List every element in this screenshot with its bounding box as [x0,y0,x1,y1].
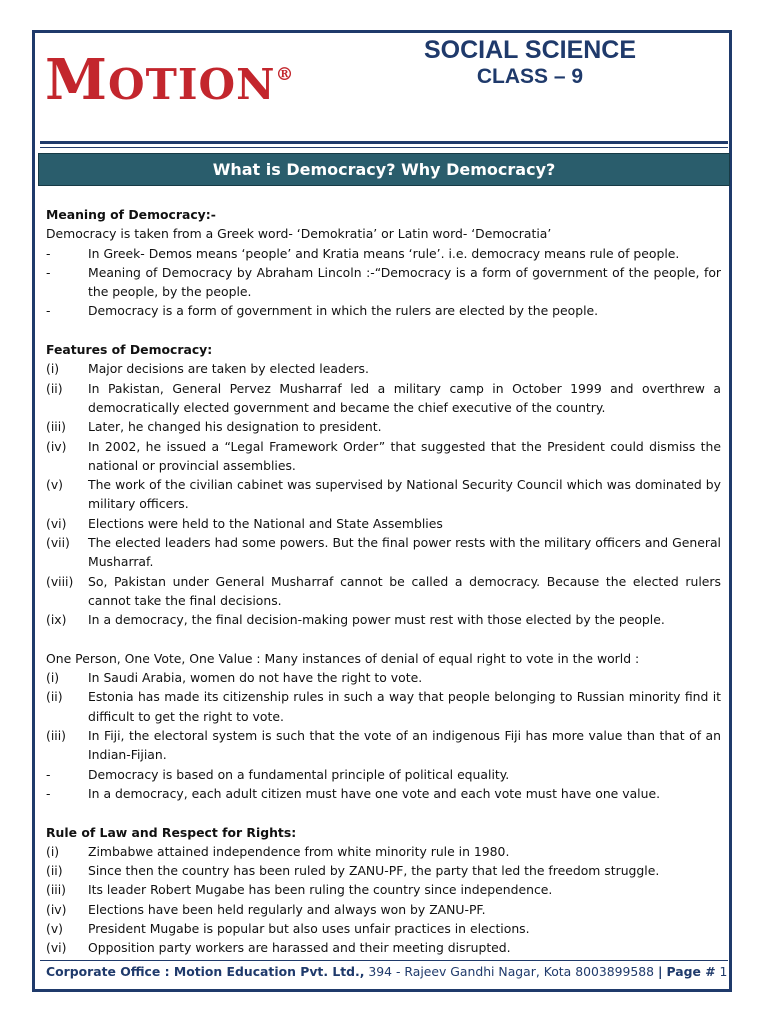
list-text: In Pakistan, General Pervez Musharraf led a military camp in October 1999 and overthrew a democratically elected government and became the chief executive of the country. [88,380,721,415]
footer-page-label: Page # [666,964,716,979]
list-marker: (vii) [46,535,70,551]
list-text: In Fiji, the electoral system is such that the vote of an indigenous Fiji has more value than that of an Indian-Fijian. [88,728,721,763]
list-text: Opposition party workers are harassed and their meeting disrupted. [88,940,511,956]
meaning-intro: Democracy is taken from a Greek word- ‘Demokratia’ or Latin word- ‘Democratia’ [46,226,552,242]
footer-phone: 8003899588 [575,964,655,979]
list-item [46,610,721,629]
list-text: Estonia has made its citizenship rules in such a way that people belonging to Russian minority find it difficult to get the right to vote. [88,689,721,724]
list-marker: (vi) [46,940,67,956]
list-text: So, Pakistan under General Musharraf cannot be called a democracy. Because the elected rulers cannot take the final decisions. [88,573,721,608]
list-marker: (iv) [46,438,67,454]
list-text: In a democracy, each adult citizen must have one vote and each vote must have one value. [88,785,661,801]
list-text: Major decisions are taken by elected leaders. [88,361,369,377]
motion-logo: MOTION® [45,47,295,113]
list-text: In Greek- Demos means ‘people’ and Kratia means ‘rule’. i.e. democracy means rule of people. [88,245,680,261]
list-item [46,938,721,957]
header-divider-thin [40,147,728,148]
list-item [46,668,721,687]
list-item [46,861,721,880]
list-marker: (ix) [46,612,67,628]
section-heading-features: Features of Democracy: [46,342,213,358]
list-text: The elected leaders had some powers. But the final power rests with the military officers and General Musharraf. [88,535,721,570]
vote-list [46,668,721,803]
list-item [46,842,721,861]
list-item [46,533,721,572]
list-text: In Saudi Arabia, women do not have the right to vote. [88,670,423,686]
list-marker: (i) [46,361,60,377]
list-item [46,379,721,418]
list-text: President Mugabe is popular but also uses unfair practices in elections. [88,920,530,936]
list-marker: - [46,766,51,782]
section-heading-law: Rule of Law and Respect for Rights: [46,824,297,840]
footer [46,964,727,979]
list-text: In a democracy, the final decision-making power must rest with those elected by the people. [88,612,665,628]
list-text: Later, he changed his designation to president. [88,419,382,435]
list-marker: (iii) [46,419,66,435]
footer-divider [40,960,728,961]
list-marker: (ii) [46,689,63,705]
list-item [46,244,721,263]
list-text: The work of the civilian cabinet was supervised by National Security Council which was dominated by military officers. [88,477,721,512]
list-item [46,301,721,320]
list-text: Since then the country has been ruled by ZANU-PF, the party that led the freedom struggle. [88,863,660,879]
list-text: Meaning of Democracy by Abraham Lincoln :-“Democracy is a form of government of the people, for the people, by the people. [88,264,721,300]
list-marker: - [46,264,51,280]
list-item [46,263,721,302]
list-marker: - [46,245,51,261]
subject-title: SOCIAL SCIENCE [423,36,637,64]
footer-office: Corporate Office : Motion Education Pvt. Ltd., [46,964,365,979]
list-item [46,726,721,765]
list-marker: (vi) [46,515,67,531]
list-marker: (i) [46,843,60,859]
section-heading-meaning: Meaning of Democracy:- [46,207,216,222]
footer-address: 394 - Rajeev Gandhi Nagar, Kota [368,964,572,979]
list-item [46,784,721,803]
document-body [46,205,721,958]
list-marker: (v) [46,920,64,936]
list-item [46,880,721,899]
list-item [46,417,721,436]
list-marker: (viii) [46,573,74,589]
list-marker: (ii) [46,380,63,396]
list-text: Democracy is a form of government in which the rulers are elected by the people. [88,303,599,319]
list-item [46,475,721,514]
list-item [46,514,721,533]
header-divider-thick [40,141,728,144]
footer-page-number: 1 [719,964,728,979]
class-label: CLASS – 9 [476,65,584,88]
list-text: Democracy is based on a fundamental principle of political equality. [88,766,510,782]
section-heading-vote: One Person, One Vote, One Value : Many instances of denial of equal right to vote in the world : [46,650,640,666]
list-item [46,437,721,476]
list-text: Zimbabwe attained independence from white minority rule in 1980. [88,843,510,859]
list-item [46,900,721,919]
footer-separator: | [658,964,663,979]
list-text: Its leader Robert Mugabe has been ruling the country since independence. [88,882,553,898]
list-marker: - [46,785,51,801]
list-marker: (iii) [46,882,66,898]
list-item [46,919,721,938]
list-item [46,765,721,784]
meaning-list [46,244,721,321]
list-marker: (ii) [46,863,63,879]
law-list [46,842,721,958]
list-marker: (iv) [46,901,67,917]
list-text: Elections were held to the National and State Assemblies [88,515,443,531]
features-list [46,359,721,629]
list-item [46,687,721,726]
list-marker: (iii) [46,728,66,744]
list-text: Elections have been held regularly and always won by ZANU-PF. [88,901,486,917]
list-marker: (v) [46,477,64,493]
list-text: In 2002, he issued a “Legal Framework Order” that suggested that the President could dismiss the national or provincial assemblies. [88,438,721,473]
list-item [46,572,721,611]
list-marker: - [46,303,51,319]
list-marker: (i) [46,670,60,686]
list-item [46,359,721,378]
chapter-title-banner: What is Democracy? Why Democracy? [38,153,730,186]
